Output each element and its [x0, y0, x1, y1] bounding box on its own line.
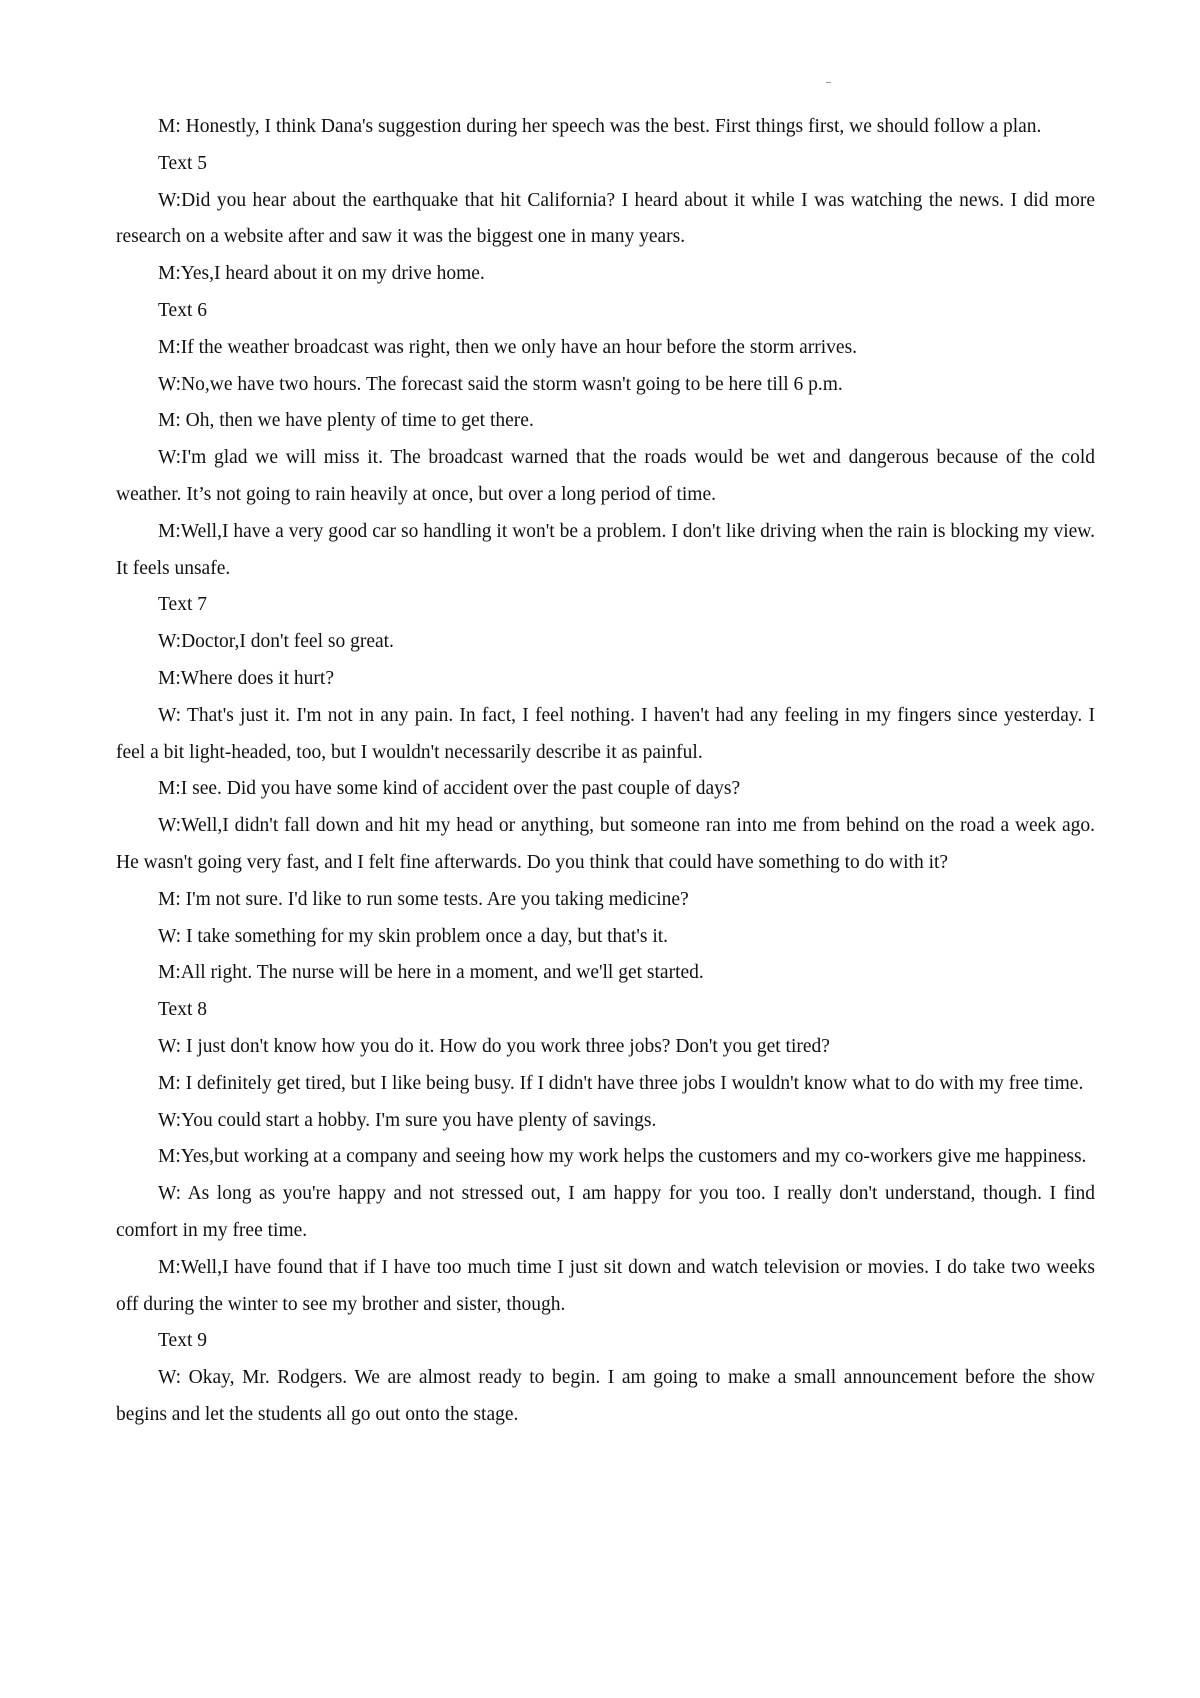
paragraph: W: That's just it. I'm not in any pain. In fact, I feel nothing. I haven't had any feeling in my fingers since yesterday. I feel a bit light-headed, too, but I wouldn't necessarily describe it as painful. — [116, 704, 1095, 763]
paragraph: W: I just don't know how you do it. How do you work three jobs? Don't you get tired? — [158, 1035, 830, 1057]
paragraph: M:Yes,but working at a company and seeing how my work helps the customers and my co-workers give me happiness. — [158, 1146, 1087, 1168]
section-heading: Text 9 — [158, 1330, 207, 1352]
document-body — [116, 109, 1095, 1434]
paragraph: M:Yes,I heard about it on my drive home. — [158, 263, 485, 285]
paragraph: W: Okay, Mr. Rodgers. We are almost ready to begin. I am going to make a small announcement before the show begins and let the students all go out onto the stage. — [116, 1367, 1095, 1425]
paragraph: M:Where does it hurt? — [158, 667, 334, 689]
paragraph: W:You could start a hobby. I'm sure you have plenty of savings. — [158, 1109, 657, 1131]
paragraph: M:Well,I have found that if I have too much time I just sit down and watch television or movies. I do take two weeks off during the winter to see my brother and sister, though. — [116, 1256, 1095, 1315]
header-mark — [826, 82, 831, 83]
paragraph: M: Oh, then we have plenty of time to get there. — [158, 410, 534, 432]
section-heading: Text 8 — [158, 999, 207, 1021]
paragraph: M: I definitely get tired, but I like being busy. If I didn't have three jobs I wouldn't know what to do with my free time. — [158, 1072, 1084, 1094]
section-heading: Text 6 — [158, 299, 207, 321]
section-heading: Text 5 — [158, 152, 207, 174]
paragraph: M:I see. Did you have some kind of accident over the past couple of days? — [158, 778, 741, 800]
paragraph: W:Did you hear about the earthquake that hit California? I heard about it while I was watching the news. I did more research on a website after and saw it was the biggest one in many years. — [116, 189, 1095, 248]
paragraph: W: I take something for my skin problem once a day, but that's it. — [158, 925, 669, 947]
paragraph: W:No,we have two hours. The forecast said the storm wasn't going to be here till 6 p.m. — [158, 373, 843, 395]
paragraph: W: As long as you're happy and not stressed out, I am happy for you too. I really don't understand, though. I find comfort in my free time. — [116, 1183, 1095, 1241]
paragraph: M:All right. The nurse will be here in a moment, and we'll get started. — [158, 962, 704, 984]
paragraph: M: I'm not sure. I'd like to run some tests. Are you taking medicine? — [158, 888, 689, 910]
paragraph: W:I'm glad we will miss it. The broadcast warned that the roads would be wet and dangerous because of the cold weather. It’s not going to rain heavily at once, but over a long period of time. — [116, 447, 1095, 505]
paragraph: W:Doctor,I don't feel so great. — [158, 631, 394, 653]
paragraph: M: Honestly, I think Dana's suggestion during her speech was the best. First things first, we should follow a plan. — [158, 116, 1042, 137]
section-heading: Text 7 — [158, 594, 207, 616]
paragraph: W:Well,I didn't fall down and hit my head or anything, but someone ran into me from behind on the road a week ago. He wasn't going very fast, and I felt fine afterwards. Do you think that could have something to do with it? — [116, 815, 1095, 873]
paragraph: M:Well,I have a very good car so handling it won't be a problem. I don't like driving when the rain is blocking my view. It feels unsafe. — [116, 520, 1095, 579]
paragraph: M:If the weather broadcast was right, then we only have an hour before the storm arrives. — [158, 336, 858, 358]
